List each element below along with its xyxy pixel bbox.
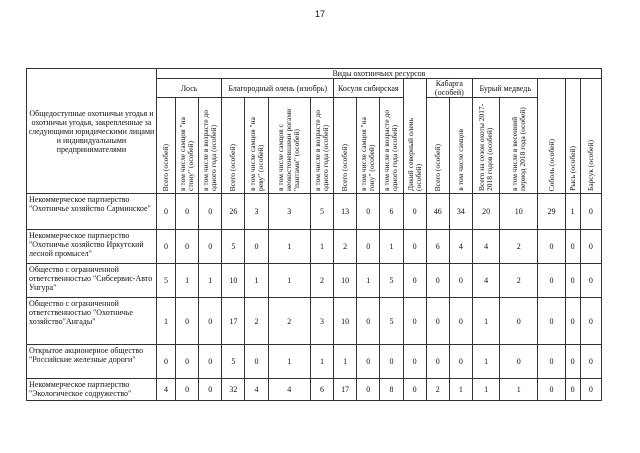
- group-lynx: [565, 79, 580, 194]
- sub-label: Всего (особей): [160, 143, 170, 191]
- value-cell: 2: [310, 264, 333, 298]
- value-cell: 0: [245, 230, 268, 264]
- sub-label: Всего (особей): [340, 143, 350, 191]
- table-row: [27, 345, 602, 379]
- value-cell: 10: [334, 298, 357, 345]
- value-cell: 0: [538, 298, 565, 345]
- value-cell: 1: [449, 379, 472, 401]
- value-cell: 5: [380, 264, 403, 298]
- value-cell: 0: [565, 230, 580, 264]
- value-cell: 2: [500, 264, 538, 298]
- value-cell: 26: [222, 194, 245, 230]
- value-cell: 0: [199, 298, 222, 345]
- sub-musk-total: [426, 98, 449, 194]
- sub-label: Всего (особей): [432, 143, 442, 191]
- value-cell: 1: [473, 379, 500, 401]
- value-cell: 0: [500, 345, 538, 379]
- sub-deer-total: [222, 98, 245, 194]
- value-cell: 1: [268, 264, 310, 298]
- org-name-cell: Открытое акционерное общество "Российские железные дороги": [27, 345, 157, 379]
- sub-label: в том числе в возрасте до одного года (особей): [201, 110, 219, 191]
- group-sable: [538, 79, 565, 194]
- value-cell: 0: [426, 264, 449, 298]
- value-cell: 10: [222, 264, 245, 298]
- table-row: [27, 379, 602, 401]
- value-cell: 1: [268, 230, 310, 264]
- value-cell: 2: [500, 230, 538, 264]
- value-cell: 0: [403, 264, 426, 298]
- value-cell: 29: [538, 194, 565, 230]
- value-cell: 1: [310, 230, 333, 264]
- badger-label: Барсук (особей): [585, 140, 595, 191]
- sub-label: в том числе в возрасте до одного года (особей): [382, 110, 400, 191]
- value-cell: 34: [449, 194, 472, 230]
- value-cell: 0: [176, 345, 199, 379]
- value-cell: 1: [473, 345, 500, 379]
- org-name-cell: Общество с ограниченной ответственностью "Сибсервис-Авто Унгура": [27, 264, 157, 298]
- sub-bear-season: [473, 98, 500, 194]
- page-number: 17: [314, 9, 325, 19]
- value-cell: 4: [268, 379, 310, 401]
- value-cell: 0: [403, 230, 426, 264]
- value-cell: 6: [310, 379, 333, 401]
- value-cell: 1: [310, 345, 333, 379]
- value-cell: 4: [156, 379, 175, 401]
- group-badger: [580, 79, 601, 194]
- table-row: [27, 298, 602, 345]
- org-name-cell: Некоммерческое партнерство "Охотничье хозяйство Иркутский лесной промысел": [27, 230, 157, 264]
- org-name-cell: Некоммерческое партнерство "Охотничье хозяйство Сарминское": [27, 194, 157, 230]
- resources-header: Виды охотничьих ресурсов: [156, 69, 601, 79]
- value-cell: 2: [245, 298, 268, 345]
- sub-label: в том числе самцов: [455, 129, 465, 191]
- value-cell: 0: [565, 298, 580, 345]
- value-cell: 5: [380, 298, 403, 345]
- value-cell: 0: [449, 264, 472, 298]
- value-cell: 0: [580, 345, 601, 379]
- value-cell: 0: [538, 379, 565, 401]
- value-cell: 17: [222, 298, 245, 345]
- value-cell: 1: [199, 264, 222, 298]
- value-cell: 0: [449, 298, 472, 345]
- group-musk-deer: Кабарга (особей): [426, 79, 472, 98]
- sub-label: в том числе самцов "на реву" (особей): [247, 117, 265, 191]
- org-column-header: Общедоступные охотничьи угодья и охотничьи угодья, закрепленные за следующими юридическими лицами и индивидуальными предпринимателями: [27, 69, 157, 194]
- value-cell: 0: [176, 298, 199, 345]
- sub-label: в том числе самцов с неокостеневшими рогами "пантами" (особей): [276, 108, 302, 191]
- sub-label: Всего на сезон охоты 2017-2018 годов (особей): [477, 103, 495, 191]
- value-cell: 0: [156, 230, 175, 264]
- value-cell: 46: [426, 194, 449, 230]
- value-cell: 5: [222, 345, 245, 379]
- value-cell: 0: [403, 298, 426, 345]
- table-row: [27, 264, 602, 298]
- group-moose: Лось: [156, 79, 221, 98]
- value-cell: 10: [500, 194, 538, 230]
- value-cell: 0: [538, 264, 565, 298]
- value-cell: 1: [565, 194, 580, 230]
- sub-label: в том числе самцов "на гону" (особей): [359, 117, 377, 191]
- value-cell: 4: [449, 230, 472, 264]
- value-cell: 1: [156, 298, 175, 345]
- value-cell: 17: [334, 379, 357, 401]
- value-cell: 1: [334, 345, 357, 379]
- value-cell: 0: [565, 345, 580, 379]
- value-cell: 1: [176, 264, 199, 298]
- value-cell: 0: [500, 298, 538, 345]
- value-cell: 0: [538, 345, 565, 379]
- org-name-cell: Некоммерческое партнерство "Экологическое содружество": [27, 379, 157, 401]
- group-reindeer: [403, 79, 426, 194]
- value-cell: 1: [380, 230, 403, 264]
- hunting-resources-table: [26, 68, 602, 401]
- group-roe-deer: Косуля сибирская: [334, 79, 403, 98]
- value-cell: 0: [199, 194, 222, 230]
- sable-label: Соболь (особей): [546, 138, 556, 191]
- sub-roe-males: [357, 98, 380, 194]
- value-cell: 1: [268, 345, 310, 379]
- table-row: [27, 194, 602, 230]
- value-cell: 4: [473, 264, 500, 298]
- sub-moose-young: [199, 98, 222, 194]
- sub-moose-males: [176, 98, 199, 194]
- value-cell: 1: [245, 264, 268, 298]
- value-cell: 0: [176, 194, 199, 230]
- value-cell: 0: [580, 298, 601, 345]
- value-cell: 6: [380, 194, 403, 230]
- value-cell: 5: [156, 264, 175, 298]
- value-cell: 5: [222, 230, 245, 264]
- value-cell: 2: [268, 298, 310, 345]
- value-cell: 20: [473, 194, 500, 230]
- sub-label: Всего (особей): [228, 143, 238, 191]
- sub-deer-young: [310, 98, 333, 194]
- value-cell: 0: [426, 298, 449, 345]
- value-cell: 0: [565, 379, 580, 401]
- value-cell: 0: [176, 379, 199, 401]
- value-cell: 0: [426, 345, 449, 379]
- value-cell: 0: [357, 194, 380, 230]
- value-cell: 0: [565, 264, 580, 298]
- sub-roe-total: [334, 98, 357, 194]
- group-brown-bear: Бурый медведь: [473, 79, 538, 98]
- value-cell: 0: [176, 230, 199, 264]
- value-cell: 6: [426, 230, 449, 264]
- value-cell: 5: [310, 194, 333, 230]
- value-cell: 0: [199, 345, 222, 379]
- sub-roe-young: [380, 98, 403, 194]
- sub-deer-males: [245, 98, 268, 194]
- value-cell: 0: [199, 230, 222, 264]
- value-cell: 3: [268, 194, 310, 230]
- value-cell: 0: [403, 194, 426, 230]
- reindeer-label: Дикий северный олень (особей): [405, 117, 423, 191]
- value-cell: 1: [473, 298, 500, 345]
- sub-moose-total: [156, 98, 175, 194]
- sub-deer-antlers: [268, 98, 310, 194]
- value-cell: 0: [357, 230, 380, 264]
- value-cell: 0: [580, 194, 601, 230]
- group-red-deer: Благородный олень (изюбрь): [222, 79, 334, 98]
- value-cell: 0: [380, 345, 403, 379]
- value-cell: 3: [245, 194, 268, 230]
- value-cell: 13: [334, 194, 357, 230]
- lynx-label: Рысь (особей): [567, 146, 577, 191]
- value-cell: 4: [473, 230, 500, 264]
- value-cell: 0: [156, 345, 175, 379]
- value-cell: 1: [500, 379, 538, 401]
- sub-musk-males: [449, 98, 472, 194]
- sub-label: в том числе самцов "на стону" (особей): [178, 117, 196, 191]
- value-cell: 0: [403, 345, 426, 379]
- value-cell: 4: [245, 379, 268, 401]
- value-cell: 0: [580, 379, 601, 401]
- value-cell: 1: [357, 264, 380, 298]
- sub-label: в том числе в весенний период 2018 года (особей): [509, 107, 527, 191]
- value-cell: 0: [357, 298, 380, 345]
- value-cell: 0: [245, 345, 268, 379]
- value-cell: 2: [426, 379, 449, 401]
- value-cell: 3: [310, 298, 333, 345]
- value-cell: 0: [357, 379, 380, 401]
- value-cell: 0: [538, 230, 565, 264]
- value-cell: 0: [156, 194, 175, 230]
- value-cell: 0: [357, 345, 380, 379]
- value-cell: 0: [403, 379, 426, 401]
- value-cell: 32: [222, 379, 245, 401]
- value-cell: 8: [380, 379, 403, 401]
- value-cell: 10: [334, 264, 357, 298]
- table-row: [27, 230, 602, 264]
- value-cell: 0: [449, 345, 472, 379]
- value-cell: 0: [199, 379, 222, 401]
- value-cell: 0: [580, 230, 601, 264]
- value-cell: 0: [580, 264, 601, 298]
- value-cell: 2: [334, 230, 357, 264]
- sub-bear-spring: [500, 98, 538, 194]
- org-name-cell: Общество с ограниченной ответственностью "Охотничье хозяйство"Ангады": [27, 298, 157, 345]
- sub-label: в том числе в возрасте до одного года (особей): [312, 110, 330, 191]
